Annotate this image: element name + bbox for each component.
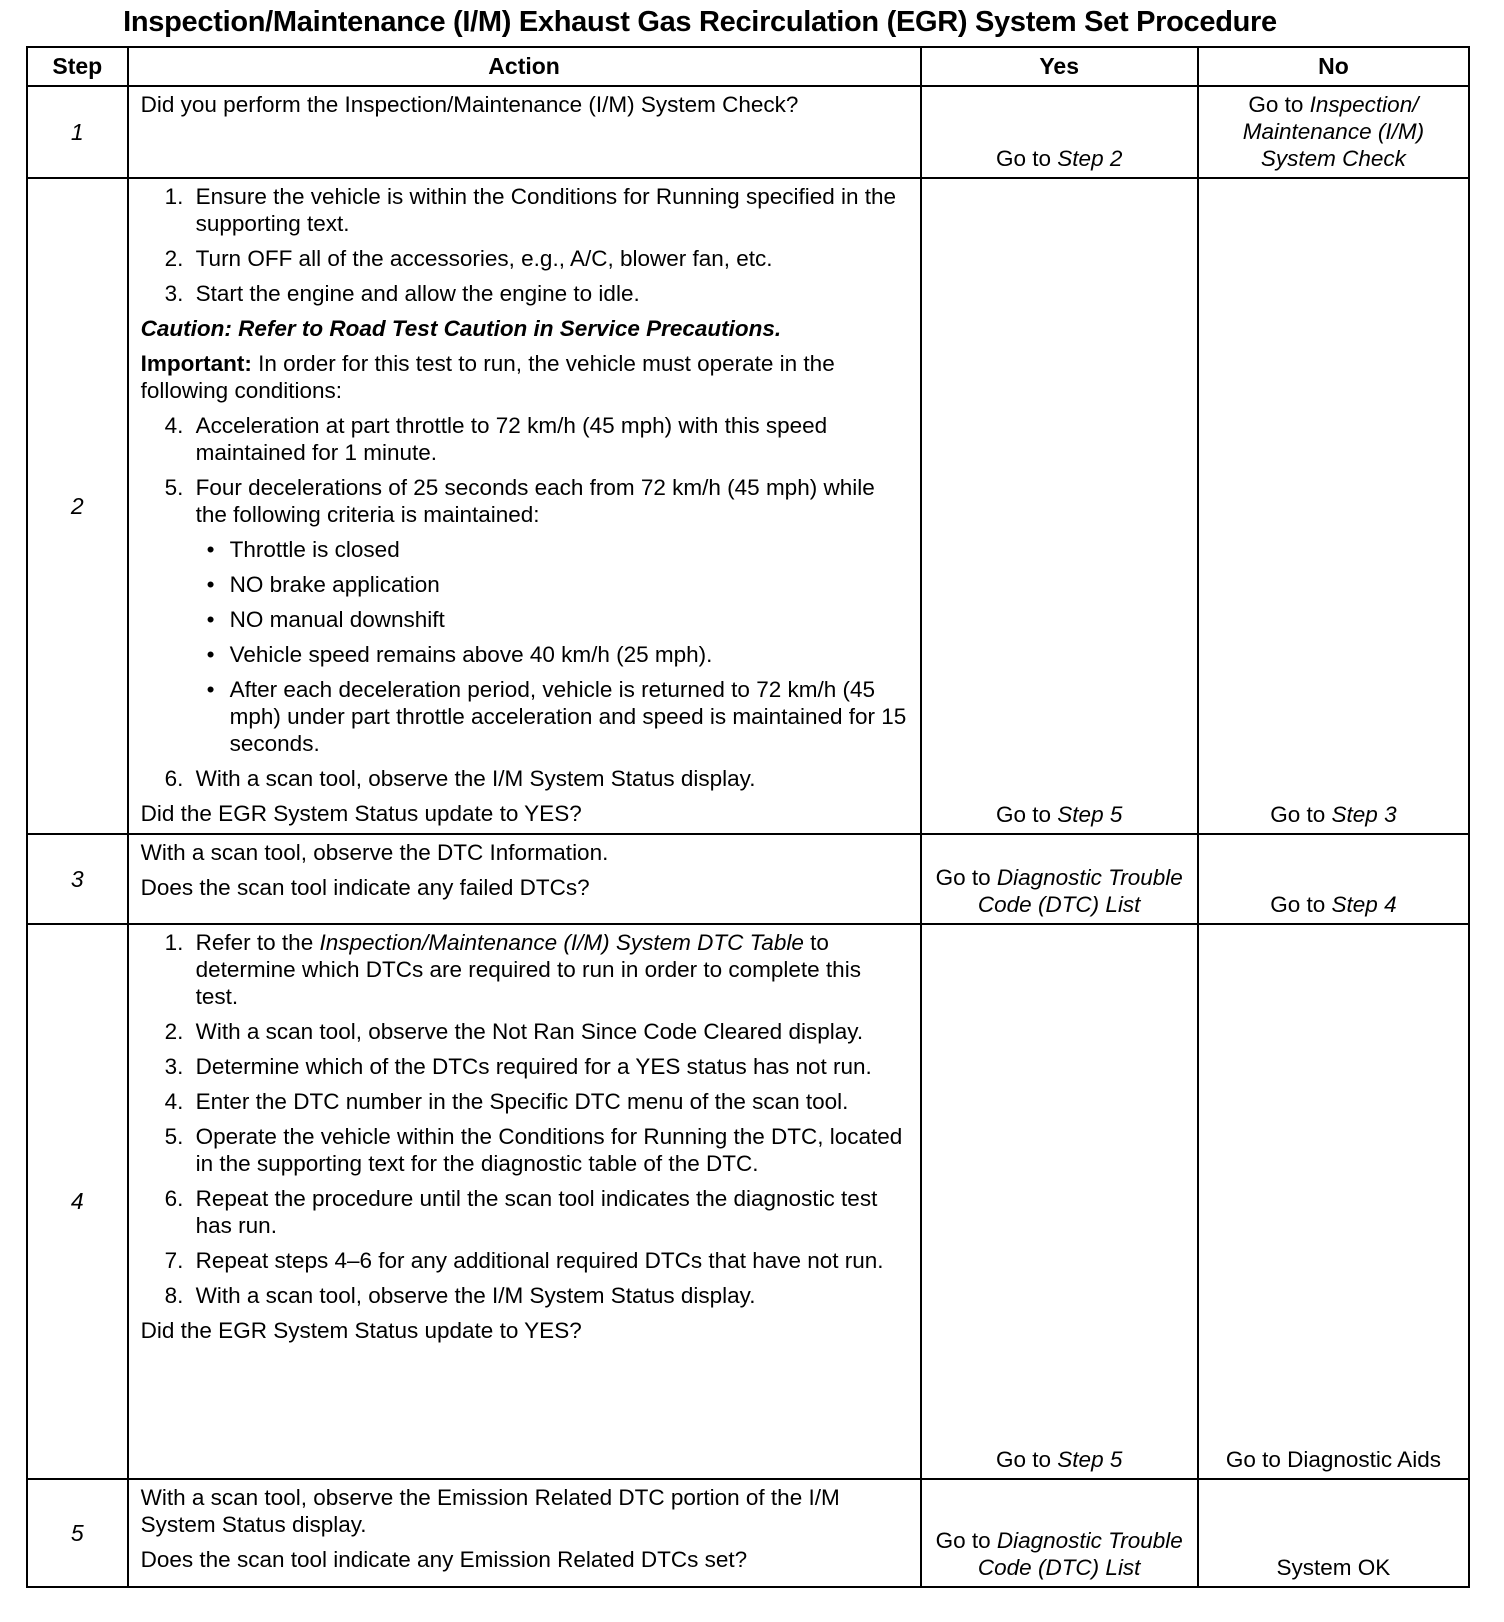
goto-diagnostic-aids[interactable]: Go to Diagnostic Aids xyxy=(1225,1447,1441,1472)
list-item: 7. Repeat steps 4–6 for any additional required DTCs that have not run. xyxy=(164,1248,884,1273)
table-row-step-1 xyxy=(27,86,1469,178)
table-row-step-2 xyxy=(27,178,1469,834)
list-item: 2. With a scan tool, observe the Not Ran Since Code Cleared display. xyxy=(164,1019,864,1044)
action-cell xyxy=(128,924,921,1479)
goto-link[interactable]: Diagnostic Trouble Code (DTC) List xyxy=(977,1528,1183,1580)
step-number: 3 xyxy=(27,834,128,924)
step-number: 5 xyxy=(27,1479,128,1587)
no-cell xyxy=(1198,1479,1469,1587)
yes-cell xyxy=(921,178,1198,834)
list-item: 4. Enter the DTC number in the Specific DTC menu of the scan tool. xyxy=(164,1089,849,1114)
table-row-step-5 xyxy=(27,1479,1469,1587)
goto-link[interactable]: Step 3 xyxy=(1331,802,1397,827)
bullet-item: • After each deceleration period, vehicle is returned to 72 km/h (45 mph) under part throttle acceleration and speed is maintained for 15 seconds. xyxy=(206,677,907,756)
step-number: 1 xyxy=(27,86,128,178)
goto-prefix: Go to xyxy=(1270,802,1326,827)
instruction-text: With a scan tool, observe the DTC Information. xyxy=(140,840,609,865)
goto-link[interactable]: Step 2 xyxy=(1057,146,1123,171)
bullet-item: • Throttle is closed xyxy=(206,537,400,562)
no-cell xyxy=(1198,86,1469,178)
action-cell xyxy=(128,178,921,834)
goto-prefix: Go to xyxy=(996,1447,1052,1472)
caution-note: Caution: Refer to Road Test Caution in Service Precautions. xyxy=(140,316,782,341)
yes-cell xyxy=(921,924,1198,1479)
yes-cell xyxy=(921,834,1198,924)
action-cell xyxy=(128,834,921,924)
list-item: 5. Operate the vehicle within the Conditions for Running the DTC, located in the supporting text for the diagnostic table of the DTC. xyxy=(164,1124,903,1176)
no-cell xyxy=(1198,834,1469,924)
list-item: 1. Ensure the vehicle is within the Conditions for Running specified in the supporting text. xyxy=(164,184,897,236)
table-row-step-3 xyxy=(27,834,1469,924)
list-item: 2. Turn OFF all of the accessories, e.g., A/C, blower fan, etc. xyxy=(164,246,773,271)
header-yes: Yes xyxy=(921,47,1198,86)
header-action: Action xyxy=(128,47,921,86)
goto-prefix: Go to xyxy=(1248,92,1304,117)
goto-link[interactable]: Step 5 xyxy=(1057,802,1123,827)
important-note: Important: In order for this test to run, the vehicle must operate in the following conditions: xyxy=(140,351,835,403)
table-row-step-4 xyxy=(27,924,1469,1479)
procedure-table xyxy=(26,46,1470,1588)
list-item: 5. Four decelerations of 25 seconds each from 72 km/h (45 mph) while the following criteria is maintained: xyxy=(164,475,875,527)
result-text: System OK xyxy=(1276,1555,1391,1580)
step-number: 2 xyxy=(27,178,128,834)
goto-prefix: Go to xyxy=(935,1528,991,1553)
goto-link[interactable]: Step 4 xyxy=(1331,892,1397,917)
list-item: 8. With a scan tool, observe the I/M System Status display. xyxy=(164,1283,756,1308)
list-item: 1. Refer to the Inspection/Maintenance (I/M) System DTC Table to determine which DTCs are required to run in order to complete this test. xyxy=(164,930,861,1009)
no-cell xyxy=(1198,924,1469,1479)
yes-cell xyxy=(921,1479,1198,1587)
list-item: 3. Start the engine and allow the engine to idle. xyxy=(164,281,640,306)
header-no: No xyxy=(1198,47,1469,86)
goto-prefix: Go to xyxy=(996,146,1052,171)
action-cell xyxy=(128,1479,921,1587)
goto-link[interactable]: Inspection/ Maintenance (I/M) System Check xyxy=(1242,92,1425,171)
goto-link[interactable]: Step 5 xyxy=(1057,1447,1123,1472)
table-reference-link[interactable]: Inspection/Maintenance (I/M) System DTC Table xyxy=(319,930,804,955)
step-number: 4 xyxy=(27,924,128,1479)
important-label: Important: xyxy=(140,351,252,376)
goto-prefix: Go to xyxy=(1270,892,1326,917)
header-step: Step xyxy=(27,47,128,86)
question-text: Did the EGR System Status update to YES? xyxy=(140,801,582,826)
table-header-row xyxy=(27,47,1469,86)
question-text: Does the scan tool indicate any failed DTCs? xyxy=(140,875,590,900)
question-text: Did the EGR System Status update to YES? xyxy=(140,1318,582,1343)
question-text: Did you perform the Inspection/Maintenance (I/M) System Check? xyxy=(140,92,799,117)
goto-link[interactable]: Diagnostic Trouble Code (DTC) List xyxy=(977,865,1183,917)
bullet-item: • Vehicle speed remains above 40 km/h (25 mph). xyxy=(206,642,713,667)
instruction-text: With a scan tool, observe the Emission Related DTC portion of the I/M System Status display. xyxy=(140,1485,840,1537)
question-text: Does the scan tool indicate any Emission Related DTCs set? xyxy=(140,1547,748,1572)
list-item: 6. Repeat the procedure until the scan tool indicates the diagnostic test has run. xyxy=(164,1186,878,1238)
goto-prefix: Go to xyxy=(996,802,1052,827)
bullet-item: • NO brake application xyxy=(206,572,440,597)
bullet-item: • NO manual downshift xyxy=(206,607,445,632)
yes-cell xyxy=(921,86,1198,178)
goto-prefix: Go to xyxy=(935,865,991,890)
no-cell xyxy=(1198,178,1469,834)
list-item: 6. With a scan tool, observe the I/M System Status display. xyxy=(164,766,756,791)
list-item: 4. Acceleration at part throttle to 72 km/h (45 mph) with this speed maintained for 1 minute. xyxy=(164,413,828,465)
list-item: 3. Determine which of the DTCs required for a YES status has not run. xyxy=(164,1054,872,1079)
action-cell xyxy=(128,86,921,178)
page-title: Inspection/Maintenance (I/M) Exhaust Gas Recirculation (EGR) System Set Procedure xyxy=(123,6,1277,38)
